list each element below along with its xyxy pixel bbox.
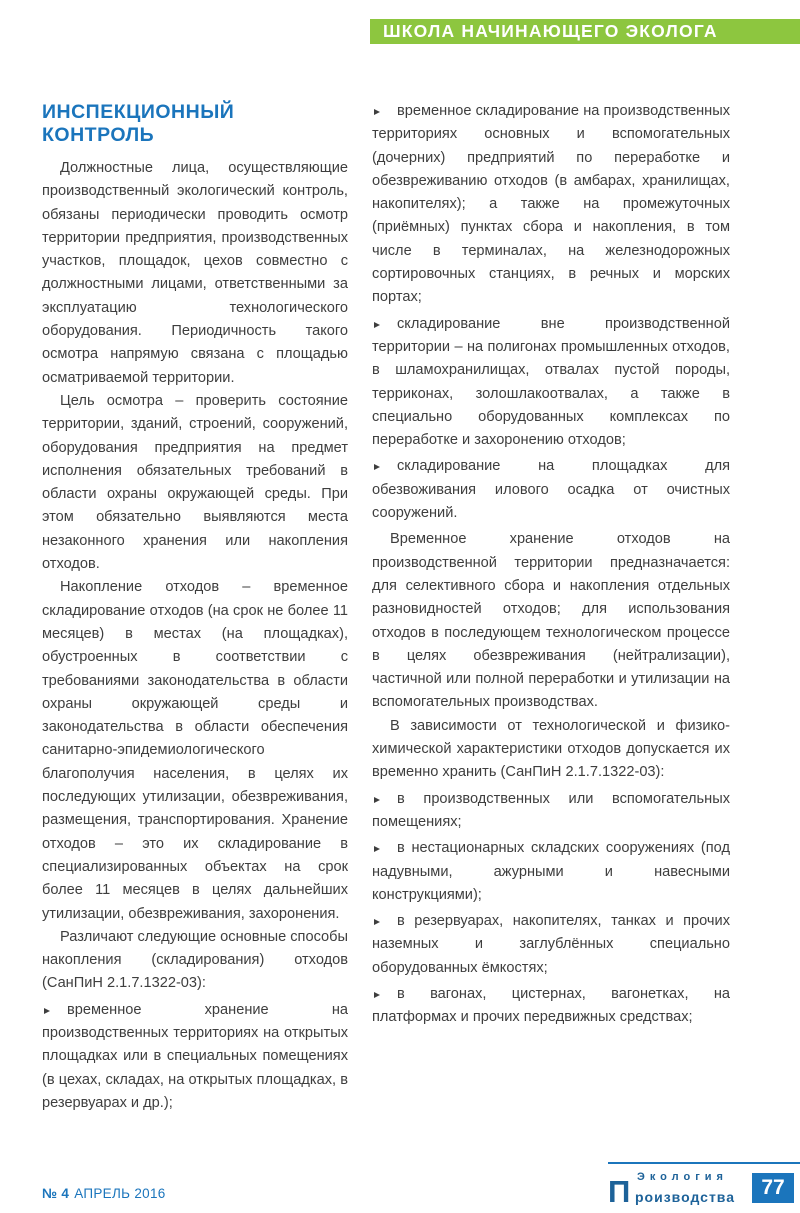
bullet-triangle-icon (374, 846, 380, 852)
bullet-triangle-icon (374, 797, 380, 803)
issue-date: АПРЕЛЬ 2016 (74, 1186, 166, 1201)
right-column (372, 97, 730, 1118)
paragraph: Накопление отходов – временное складирование отходов (на срок не более 11 месяцев) в местах (на площадках), обустроенных в соответствии с требованиями законодательства в области охраны окружающей среды и законодательства в области обеспечения санитарно-эпидемиологического благополучия населения, в целях их последующих утилизации, обезвреживания, размещения, транспортирования. Хранение отходов – это их складирование в специализированных объектах на срок более 11 месяцев в целях дальнейших утилизации, обезвреживания, захоронения. (42, 579, 348, 922)
bullet-triangle-icon (374, 464, 380, 470)
paragraph: Цель осмотра – проверить состояние территории, зданий, строений, сооружений, оборудования предприятия на предмет исполнения обязательных требований в области охраны окружающей среды. При этом обязательно выявляются места незаконного хранения или накопления отходов. (42, 392, 348, 573)
right-column-text (372, 100, 730, 1030)
logo-word-production: роизводства (635, 1189, 736, 1205)
article-body (42, 97, 732, 1118)
bullet-triangle-icon (374, 919, 380, 925)
section-title: ШКОЛА НАЧИНАЮЩЕГО ЭКОЛОГА (383, 21, 718, 41)
paragraph: В зависимости от технологической и физико-химической характеристики отходов допускается их временно хранить (СанПиН 2.1.7.1322-03): (372, 717, 730, 781)
footer-issue-date (42, 1186, 166, 1201)
logo-initial-letter: П (608, 1174, 631, 1209)
bullet-triangle-icon (44, 1008, 50, 1014)
bullet-triangle-icon (374, 322, 380, 328)
bullet-item: временное складирование на производственных территориях основных и вспомогательных (дочерних) предприятий по переработке и обезвреживанию отходов (в амбарах, хранилищах, накопителях); а также на промежуточных (приёмных) пунктах сбора и накопления, в том числе в терминалах, на железнодорожных сортировочных станциях, в речных и морских портах; (372, 103, 730, 306)
page-number-badge: 77 (752, 1173, 794, 1203)
paragraph: Различают следующие основные способы накопления (складирования) отходов (СанПиН 2.1.7.1322-03): (42, 928, 348, 992)
bullet-triangle-icon (374, 109, 380, 115)
section-header-bar (370, 19, 800, 44)
bullet-item: в вагонах, цистернах, вагонетках, на платформах и прочих передвижных средствах; (372, 985, 730, 1026)
issue-number: № 4 (42, 1186, 70, 1201)
article-title: ИНСПЕКЦИОННЫЙ КОНТРОЛЬ (42, 101, 235, 146)
paragraph: Должностные лица, осуществляющие производственный экологический контроль, обязаны периодически проводить осмотр территории предприятия, производственных участков, площадок, цехов совместно с должностными лицами, ответственными за эксплуатацию технологического оборудования. Периодичность такого осмотра напрямую связана с площадью осматриваемой территории. (42, 160, 348, 386)
bullet-item: в производственных или вспомогательных помещениях; (372, 790, 730, 830)
paragraph: Временное хранение отходов на производственной территории предназначается: для селективного сбора и накопления отдельных разновидностей отходов; для использования отходов в последующем технологическом процессе в целях обезвреживания (нейтрализации), частичной или полной переработки и утилизации на вспомогательных производствах. (372, 531, 730, 711)
bullet-item: в нестационарных складских сооружениях (под надувными, ажурными и навесными конструкциями); (372, 840, 730, 903)
bullet-item: складирование вне производственной территории – на полигонах промышленных отходов, в шламохранилищах, отвалах пустой породы, терриконах, золошлакоотвалах, а также в специально оборудованных комплексах по переработке и захоронению отходов; (372, 315, 730, 449)
magazine-logo (608, 1169, 800, 1207)
bullet-item: в резервуарах, накопителях, танках и прочих наземных и заглублённых специально оборудованных ёмкостях; (372, 913, 730, 976)
bullet-item: временное хранение на производственных территориях на открытых площадках или в специальных помещениях (в цехах, складах, на открытых площадках, в резервуарах и др.); (42, 1001, 348, 1111)
footer-divider (608, 1162, 800, 1164)
left-column-text (42, 157, 348, 1115)
bullet-triangle-icon (374, 992, 380, 998)
left-column (42, 97, 348, 1118)
logo-word-ecology: Экология (637, 1171, 728, 1183)
bullet-item: складирование на площадках для обезвоживания илового осадка от очистных сооружений. (372, 458, 730, 522)
